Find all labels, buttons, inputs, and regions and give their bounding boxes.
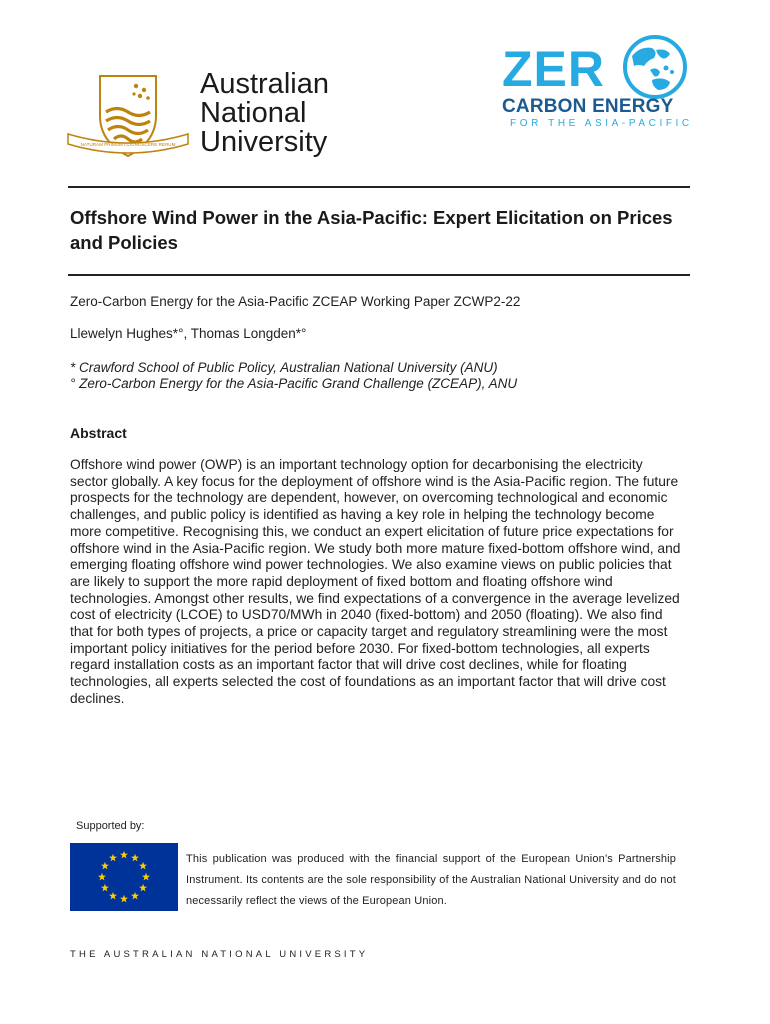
zceap-carbon-energy: CARBON ENERGY bbox=[502, 96, 674, 117]
anu-wordmark bbox=[200, 70, 329, 157]
series-line: Zero-Carbon Energy for the Asia-Pacific ZCEAP Working Paper ZCWP2-22 bbox=[70, 294, 521, 309]
affiliation-2: ° Zero-Carbon Energy for the Asia-Pacific Grand Challenge (ZCEAP), ANU bbox=[70, 376, 518, 391]
footer-university-name: THE AUSTRALIAN NATIONAL UNIVERSITY bbox=[70, 949, 369, 960]
anu-crest-icon bbox=[66, 72, 190, 160]
top-divider bbox=[68, 186, 690, 188]
globe-icon bbox=[622, 34, 688, 100]
title-divider bbox=[68, 274, 690, 276]
zceap-for-asia-pacific: FOR THE ASIA-PACIFIC bbox=[510, 118, 693, 129]
authors-line: Llewelyn Hughes*°, Thomas Longden*° bbox=[70, 326, 307, 341]
paper-title: Offshore Wind Power in the Asia-Pacific: Expert Elicitation on Prices and Policies bbox=[70, 207, 673, 253]
supported-by-label: Supported by: bbox=[76, 820, 145, 832]
anu-wordmark-line1: Australian bbox=[200, 68, 329, 100]
crest-motto: NATURAM PRIMUM COGNOSCERE RERUM bbox=[80, 142, 176, 147]
anu-wordmark-line2: National bbox=[200, 97, 307, 129]
abstract-heading: Abstract bbox=[70, 425, 127, 441]
abstract-body bbox=[70, 457, 682, 708]
anu-wordmark-line3: University bbox=[200, 126, 328, 158]
zceap-zero-word: ZER bbox=[502, 41, 605, 97]
abstract-paragraph: Offshore wind power (OWP) is an important technology option for decarbonising the electricity sector globally. A key focus for the deployment of offshore wind is the Asia-Pacific region. The future prospects for the technology are dependent, however, on overcoming technological and economic challenges, and public policy is identified as having a key role in helping the technology become more competitive. Recognising this, we conduct an expert elicitation of future price expectations for offshore wind in the Asia-Pacific region. We study both more mature fixed-bottom offshore wind, and emerging floating offshore wind power technologies. We also examine views on public policies that are likely to support the more rapid deployment of fixed bottom and floating offshore wind technologies. Amongst other results, we find expectations of a convergence in the average levelized cost of electricity (LCOE) to USD70/MWh in 2040 (fixed-bottom) and 2050 (floating). We also find that for both types of projects, a price or capacity target and regulatory streamlining were the most important policy initiatives for the period before 2030. For fixed-bottom technologies, all experts regard installation costs as an important factor that will drive cost declines, while for floating technologies, all experts selected the cost of foundations as an important factor that will drive cost declines. bbox=[70, 457, 681, 706]
eu-flag-icon bbox=[70, 843, 178, 911]
eu-disclaimer: This publication was produced with the financial support of the European Union’s Partnership Instrument. Its contents are the sole responsibility of the Australian National University and do not necessarily reflect the views of the European Union. bbox=[186, 853, 676, 907]
affiliation-1: * Crawford School of Public Policy, Australian National University (ANU) bbox=[70, 360, 498, 375]
